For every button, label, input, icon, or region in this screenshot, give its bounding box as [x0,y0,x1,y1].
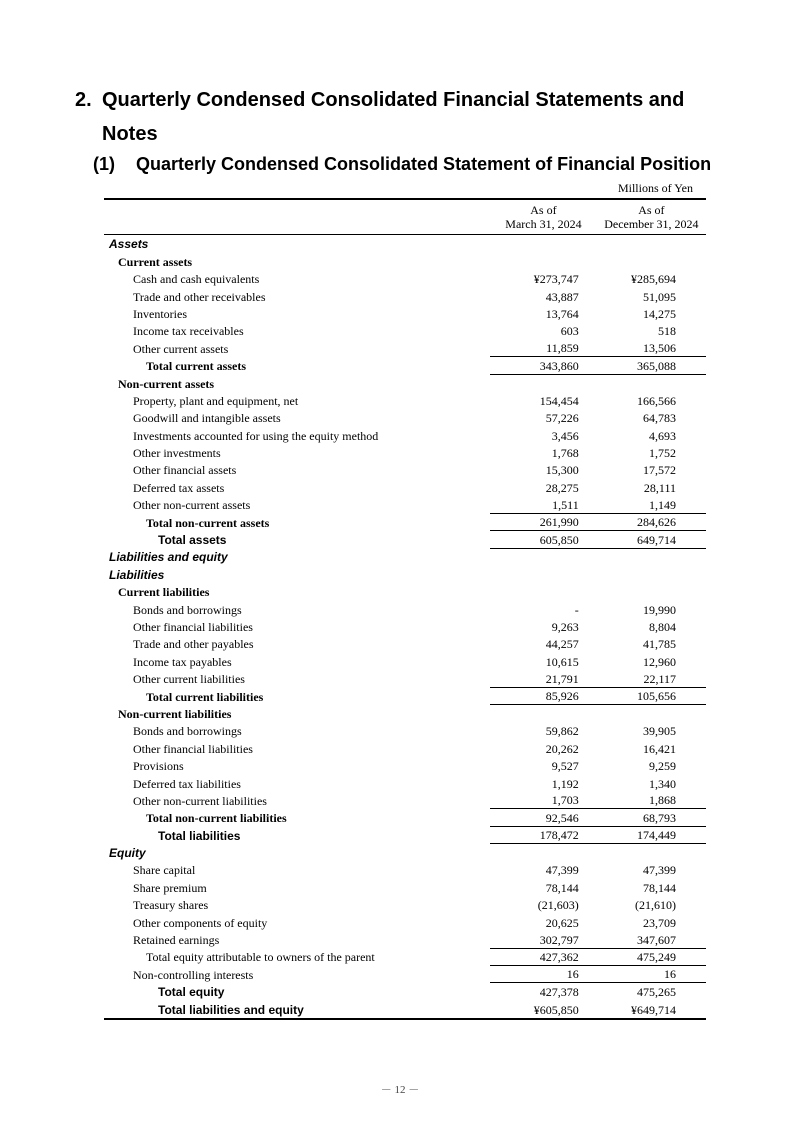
value-december-2024: 649,714 [597,531,706,548]
table-row [104,774,706,791]
row-label: Total equity attributable to owners of the parent [146,950,375,965]
value-december-2024: 64,783 [643,411,676,426]
value-march-2024: 15,300 [545,463,579,478]
value-march-2024 [490,705,597,722]
value-december-2024 [597,235,706,253]
table-row [104,739,706,756]
value-december-2024 [597,252,706,269]
row-label: Total assets [158,533,227,548]
table-row [104,531,706,548]
row-label: Liabilities [109,567,165,582]
table-row [104,652,706,669]
table-row [104,948,706,965]
row-label: Other current liabilities [133,672,245,687]
table-row [104,252,706,269]
table-row [104,913,706,930]
value-march-2024 [490,235,597,253]
row-label: Other financial liabilities [133,741,253,756]
row-label: Treasury shares [133,898,209,913]
table-row [104,983,706,1000]
value-march-2024: 343,860 [490,357,597,374]
value-march-2024: 20,262 [545,741,579,756]
value-march-2024: 427,362 [490,948,597,965]
table-row [104,426,706,443]
table-row [104,878,706,895]
value-march-2024: (21,603) [537,898,579,913]
value-march-2024 [490,844,597,861]
value-march-2024: 427,378 [539,985,579,1000]
table-row [104,635,706,652]
table-row [104,809,706,826]
value-march-2024 [490,565,597,582]
row-label: Share premium [133,880,207,895]
row-label: Income tax payables [133,654,232,669]
value-december-2024: ¥649,714 [631,1002,676,1017]
row-label: Other financial liabilities [133,619,253,634]
table-row [104,357,706,374]
value-december-2024: 39,905 [643,724,676,739]
value-march-2024: 20,625 [545,915,579,930]
section-heading [75,83,735,151]
table-row [104,374,706,391]
value-december-2024: 174,449 [597,826,706,843]
value-march-2024: 603 [560,324,579,339]
value-december-2024 [597,565,706,582]
page-number: － 12 － [380,1084,420,1096]
table-row [104,931,706,948]
value-december-2024: 1,868 [597,792,706,809]
row-label: Property, plant and equipment, net [133,393,299,408]
row-label: Total non-current liabilities [146,811,287,826]
table-row [104,513,706,530]
value-december-2024: 475,265 [637,985,676,1000]
value-december-2024: 51,095 [643,289,676,304]
table-row [104,896,706,913]
row-label: Non-controlling interests [133,967,254,982]
value-march-2024: 3,456 [551,428,579,443]
row-label: Total liabilities [158,828,241,843]
column-header-date: December 31, 2024 [604,217,699,231]
row-label: Bonds and borrowings [133,724,242,739]
table-row [104,722,706,739]
value-december-2024: 8,804 [649,619,676,634]
row-label: Liabilities and equity [109,550,228,565]
table-row [104,757,706,774]
value-december-2024: ¥285,694 [631,272,676,287]
row-label: Other financial assets [133,463,237,478]
value-march-2024: 302,797 [490,931,597,948]
column-header-march-2024 [490,199,597,235]
row-label: Bonds and borrowings [133,602,242,617]
row-label: Other components of equity [133,915,268,930]
value-december-2024: 347,607 [597,931,706,948]
table-row [104,1000,706,1018]
value-march-2024: 78,144 [545,880,579,895]
value-march-2024: 57,226 [545,411,579,426]
value-march-2024: - [574,602,579,617]
value-march-2024: ¥273,747 [533,272,579,287]
value-december-2024: 9,259 [649,759,676,774]
row-label: Total non-current assets [146,515,270,530]
value-march-2024: 13,764 [545,306,579,321]
value-march-2024 [490,252,597,269]
table-row [104,444,706,461]
row-label: Provisions [133,759,184,774]
column-header-line: As of [530,203,557,217]
table-row [104,705,706,722]
table-row [104,305,706,322]
row-label: Other current assets [133,341,229,356]
value-december-2024: 16 [597,965,706,982]
value-december-2024: 105,656 [597,687,706,704]
value-december-2024: 475,249 [597,948,706,965]
row-label: Retained earnings [133,933,220,948]
value-december-2024: 19,990 [643,602,676,617]
row-label: Total liabilities and equity [158,1002,304,1017]
value-december-2024: 13,506 [597,339,706,356]
row-label: Investments accounted for using the equity method [133,428,379,443]
table-row [104,235,706,253]
row-label: Equity [109,846,146,861]
value-december-2024: 365,088 [597,357,706,374]
row-label: Income tax receivables [133,324,244,339]
table-row [104,409,706,426]
value-march-2024: 28,275 [545,480,579,495]
value-december-2024: 68,793 [597,809,706,826]
table-row [104,844,706,861]
value-march-2024: 261,990 [490,513,597,530]
value-march-2024: 21,791 [490,670,597,687]
table-row [104,270,706,287]
row-label: Deferred tax assets [133,480,225,495]
row-label: Cash and cash equivalents [133,272,260,287]
row-label: Assets [109,237,149,252]
value-march-2024: 43,887 [545,289,579,304]
value-march-2024: 9,263 [551,619,579,634]
value-december-2024: 14,275 [643,306,676,321]
value-march-2024 [490,374,597,391]
table-row [104,583,706,600]
value-december-2024: 47,399 [643,863,676,878]
value-march-2024 [490,548,597,565]
value-december-2024: 1,149 [597,496,706,513]
table-row [104,287,706,304]
table-row [104,496,706,513]
row-label: Total equity [158,985,225,1000]
table-row [104,687,706,704]
value-march-2024: 11,859 [490,339,597,356]
statement-heading [93,151,711,177]
value-december-2024: (21,610) [635,898,676,913]
row-label: Inventories [133,306,187,321]
column-header-line: As of [638,203,665,217]
value-march-2024: 1,511 [490,496,597,513]
value-december-2024: 1,340 [649,776,676,791]
value-december-2024: 41,785 [643,637,676,652]
table-row [104,618,706,635]
statement-title: Quarterly Condensed Consolidated Statement of Financial Position [136,154,712,174]
value-march-2024: 10,615 [545,654,579,669]
row-label: Share capital [133,863,196,878]
value-december-2024 [597,583,706,600]
table-row [104,548,706,565]
value-march-2024: 154,454 [539,393,579,408]
value-december-2024: 518 [658,324,676,339]
table-row [104,565,706,582]
value-march-2024: 47,399 [545,863,579,878]
value-december-2024: 16,421 [643,741,676,756]
row-label: Total current liabilities [146,689,264,704]
row-label: Trade and other payables [133,637,254,652]
table-row [104,826,706,843]
value-march-2024: ¥605,850 [533,1002,579,1017]
value-december-2024: 78,144 [643,880,676,895]
row-label: Other non-current assets [133,498,251,513]
value-march-2024: 1,703 [490,792,597,809]
row-label: Other investments [133,446,221,461]
value-march-2024: 1,768 [551,446,579,461]
table-row [104,461,706,478]
column-header-december-2024 [597,199,706,235]
value-march-2024: 16 [490,965,597,982]
value-december-2024 [597,374,706,391]
value-december-2024: 1,752 [649,446,676,461]
table-row [104,792,706,809]
table-row [104,339,706,356]
value-march-2024: 605,850 [490,531,597,548]
statement-number: (1) [93,154,115,174]
value-march-2024: 44,257 [545,637,579,652]
row-label: Deferred tax liabilities [133,776,241,791]
table-row [104,322,706,339]
value-december-2024: 22,117 [597,670,706,687]
table-row [104,670,706,687]
value-december-2024: 12,960 [643,654,676,669]
row-label: Total current assets [146,359,246,374]
section-title: Quarterly Condensed Consolidated Financial Statements and Notes [102,89,685,145]
table-row [104,861,706,878]
value-march-2024: 59,862 [545,724,579,739]
value-december-2024: 4,693 [649,428,676,443]
section-number: 2. [75,89,92,111]
value-march-2024: 92,546 [490,809,597,826]
unit-label: Millions of Yen [617,181,693,195]
value-march-2024: 1,192 [551,776,579,791]
value-december-2024: 284,626 [597,513,706,530]
row-label: Other non-current liabilities [133,793,267,808]
table-row [104,965,706,982]
table-body [104,235,706,1019]
value-december-2024 [597,548,706,565]
table-row [104,600,706,617]
value-december-2024: 28,111 [643,480,676,495]
value-december-2024: 17,572 [643,463,676,478]
value-december-2024 [597,844,706,861]
row-label: Non-current assets [118,376,215,391]
financial-position-table [104,198,706,1020]
value-march-2024 [490,583,597,600]
value-march-2024: 178,472 [490,826,597,843]
value-march-2024: 85,926 [490,687,597,704]
value-december-2024: 166,566 [637,393,676,408]
value-march-2024: 9,527 [551,759,579,774]
row-label: Current liabilities [118,585,210,600]
value-december-2024: 23,709 [643,915,676,930]
table-header-row [104,199,706,235]
table-row [104,392,706,409]
row-label: Current assets [118,254,193,269]
header-blank [104,199,490,235]
row-label: Non-current liabilities [118,706,232,721]
table-row [104,478,706,495]
row-label: Goodwill and intangible assets [133,411,281,426]
value-december-2024 [597,705,706,722]
column-header-date: March 31, 2024 [505,217,582,231]
row-label: Trade and other receivables [133,289,266,304]
